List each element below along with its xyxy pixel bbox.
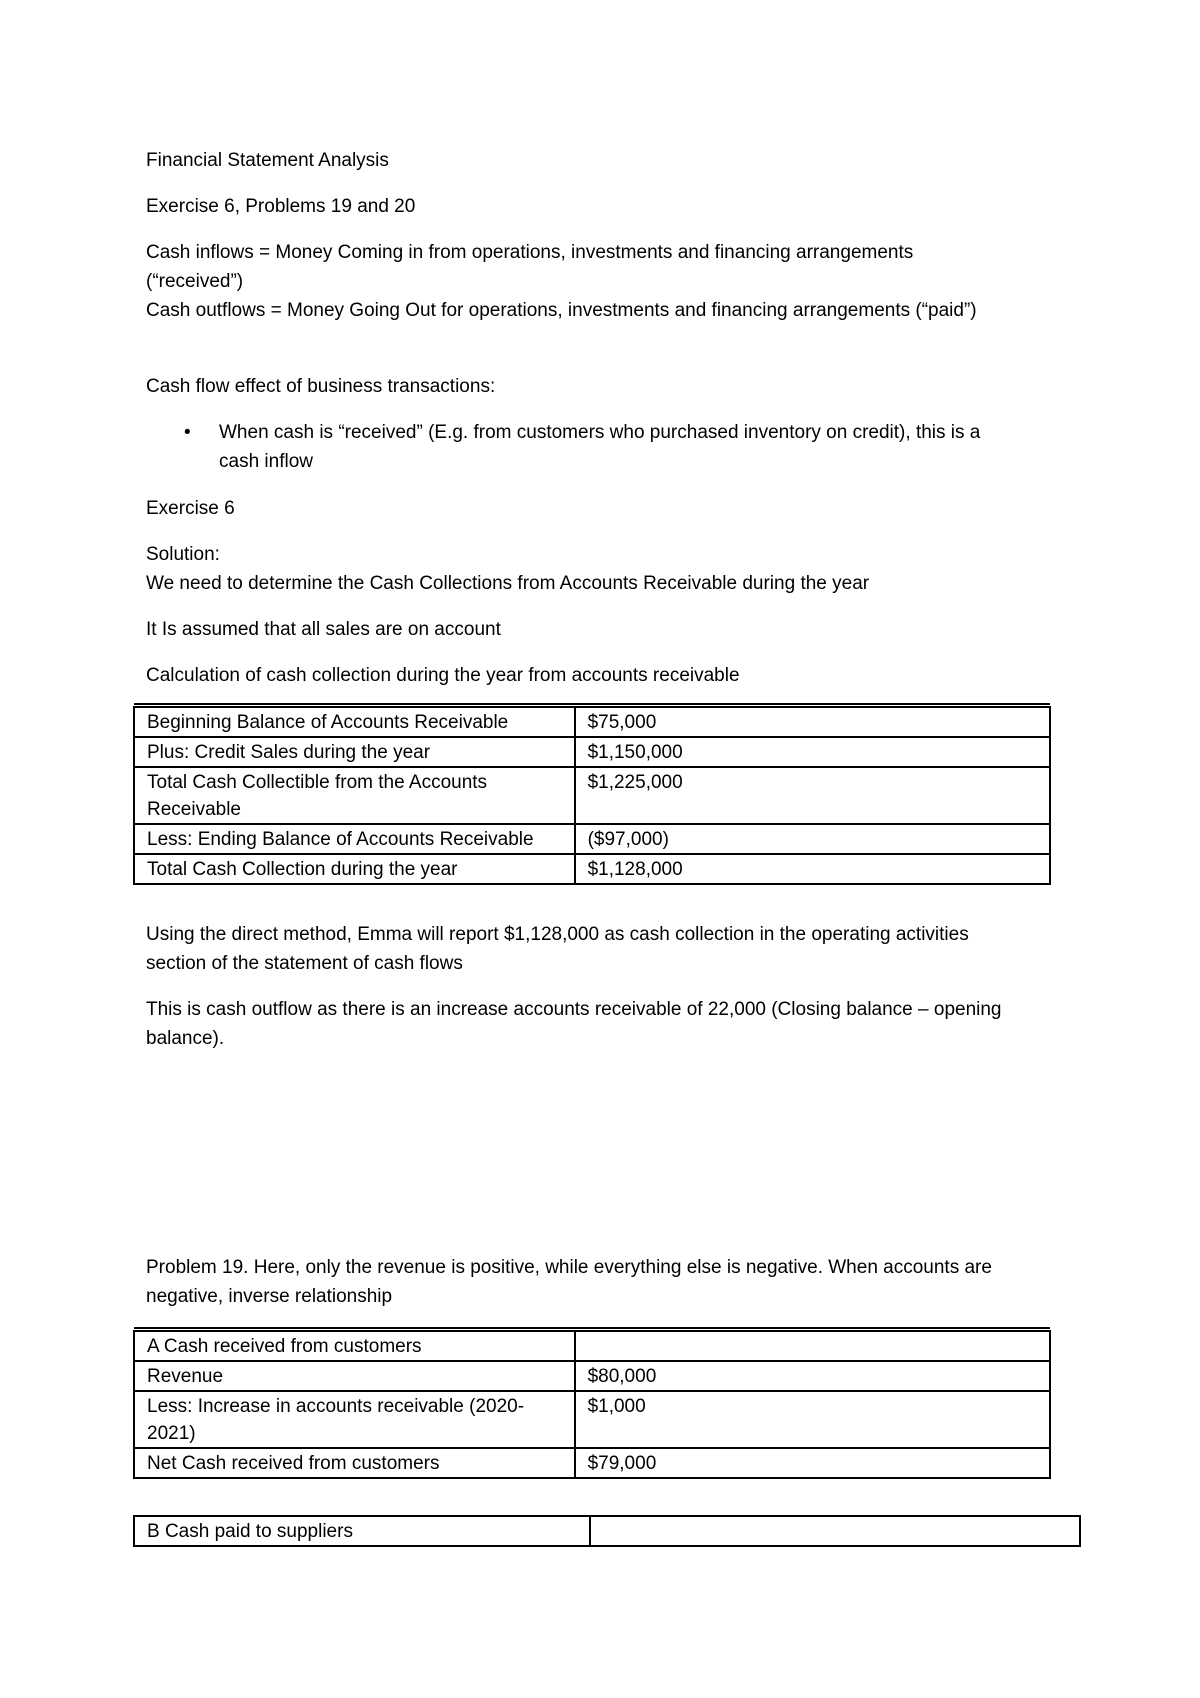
table-cell-label-line-2: Receivable xyxy=(147,799,241,820)
table-row xyxy=(134,854,1050,884)
table-row xyxy=(134,1391,1050,1448)
document-subtitle: Exercise 6, Problems 19 and 20 xyxy=(146,196,416,217)
assumption-text: It Is assumed that all sales are on account xyxy=(146,619,501,640)
table-cell-label: Revenue xyxy=(134,1361,575,1391)
table-cell-value: $80,000 xyxy=(575,1361,1050,1391)
solution-label: Solution: xyxy=(146,544,220,565)
document-title: Financial Statement Analysis xyxy=(146,150,389,171)
table-cell-label: Plus: Credit Sales during the year xyxy=(134,737,575,767)
table-cell-value xyxy=(575,1331,1050,1361)
table-cell-label-line-1: Total Cash Collectible from the Accounts xyxy=(147,772,488,793)
table-row xyxy=(134,1361,1050,1391)
problem-19-line-2: negative, inverse relationship xyxy=(146,1286,393,1307)
conclusion-line-2: section of the statement of cash flows xyxy=(146,953,463,974)
table-cell-label: Less: Ending Balance of Accounts Receivable xyxy=(134,824,575,854)
inflows-definition-line-1: Cash inflows = Money Coming in from operations, investments and financing arrangements xyxy=(146,242,914,263)
table-row xyxy=(134,737,1050,767)
cash-paid-table xyxy=(133,1515,1081,1547)
table-cell-label: A Cash received from customers xyxy=(134,1331,575,1361)
table-row xyxy=(134,1331,1050,1361)
table-cell-value: $1,225,000 xyxy=(575,767,1050,824)
table-cell-label xyxy=(134,767,575,824)
outflow-note-line-2: balance). xyxy=(146,1028,225,1049)
bullet-text-line-1: When cash is “received” (E.g. from customers who purchased inventory on credit), this is a xyxy=(219,422,981,443)
exercise-6-heading: Exercise 6 xyxy=(146,498,235,519)
table-row xyxy=(134,707,1050,737)
calculation-heading: Calculation of cash collection during the year from accounts receivable xyxy=(146,665,740,686)
table-cell-label xyxy=(134,1391,575,1448)
table-cell-label: B Cash paid to suppliers xyxy=(134,1516,590,1546)
table-cell-label: Net Cash received from customers xyxy=(134,1448,575,1478)
conclusion-line-1: Using the direct method, Emma will report $1,128,000 as cash collection in the operating activities xyxy=(146,924,969,945)
table-row xyxy=(134,824,1050,854)
inflows-definition-line-2: (“received”) xyxy=(146,271,244,292)
table-row xyxy=(134,767,1050,824)
table-cell-label: Beginning Balance of Accounts Receivable xyxy=(134,707,575,737)
table-cell-label-line-1: Less: Increase in accounts receivable (2020- xyxy=(147,1396,525,1417)
table-cell-value: $1,128,000 xyxy=(575,854,1050,884)
table-cell-value: $1,150,000 xyxy=(575,737,1050,767)
table-row xyxy=(134,1448,1050,1478)
table-cell-label-line-2: 2021) xyxy=(147,1423,196,1444)
problem-19-line-1: Problem 19. Here, only the revenue is positive, while everything else is negative. When accounts are xyxy=(146,1257,992,1278)
outflow-note-line-1: This is cash outflow as there is an increase accounts receivable of 22,000 (Closing balance – opening xyxy=(146,999,1002,1020)
bullet-icon: • xyxy=(184,422,191,443)
table-cell-value: $75,000 xyxy=(575,707,1050,737)
table-cell-value: $79,000 xyxy=(575,1448,1050,1478)
table-row xyxy=(134,1516,1080,1546)
cash-received-table xyxy=(133,1327,1051,1479)
table-cell-label: Total Cash Collection during the year xyxy=(134,854,575,884)
table-cell-value: ($97,000) xyxy=(575,824,1050,854)
table-cell-value: $1,000 xyxy=(575,1391,1050,1448)
bullet-text-line-2: cash inflow xyxy=(219,451,313,472)
outflows-definition: Cash outflows = Money Going Out for operations, investments and financing arrangements (“paid”) xyxy=(146,300,977,321)
solution-text: We need to determine the Cash Collections from Accounts Receivable during the year xyxy=(146,573,870,594)
accounts-receivable-table xyxy=(133,703,1051,885)
table-cell-value xyxy=(590,1516,1080,1546)
cash-flow-effect-heading: Cash flow effect of business transactions: xyxy=(146,376,496,397)
